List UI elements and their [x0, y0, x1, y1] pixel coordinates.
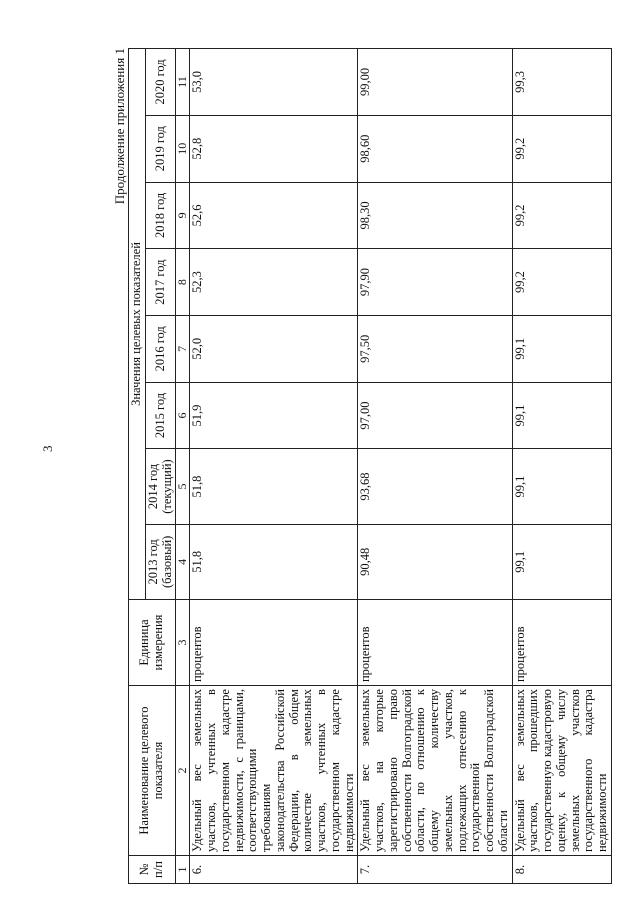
value-cell: 93,68 [358, 449, 512, 524]
value-cell: 52,0 [190, 315, 358, 382]
header-year: 2020 год [145, 49, 176, 116]
column-number: 1 [176, 856, 190, 884]
header-year: 2019 год [145, 115, 176, 182]
value-cell: 51,8 [190, 524, 358, 599]
value-cell: 97,50 [358, 315, 512, 382]
indicator-name: Удельный вес земельных участков, на которые зарегистрировано право собственности Волгоградской области, по отношению к общему количеству земельных участков, подлежащих отнесению к государственной собственности Волгоградской области [358, 686, 512, 856]
column-number: 10 [176, 115, 190, 182]
value-cell: 97,90 [358, 249, 512, 316]
value-cell: 99,2 [512, 115, 611, 182]
value-cell: 99,2 [512, 182, 611, 249]
header-values-group: Значения целевых показателей [129, 49, 146, 600]
row-number: 7. [358, 856, 512, 884]
column-number: 6 [176, 382, 190, 449]
header-year: 2017 год [145, 249, 176, 316]
header-year: 2014 год (текущий) [145, 449, 176, 524]
page-number: 3 [40, 445, 55, 452]
continuation-label: Продолжение приложения 1 [112, 48, 127, 205]
column-number: 2 [176, 686, 190, 856]
value-cell: 99,1 [512, 315, 611, 382]
value-cell: 99,00 [358, 49, 512, 116]
header-unit: Единица измерения [129, 599, 176, 685]
header-year: 2018 год [145, 182, 176, 249]
indicator-name: Удельный вес земельных участков, прошедших государственную кадастровую оценку, к общему числу земельных участков государственного кадастра недвижимости [512, 686, 611, 856]
value-cell: 99,3 [512, 49, 611, 116]
header-num: № п/п [129, 856, 176, 884]
value-cell: 97,00 [358, 382, 512, 449]
value-cell: 99,1 [512, 382, 611, 449]
value-cell: 52,8 [190, 115, 358, 182]
header-row-1 [129, 49, 146, 884]
value-cell: 98,30 [358, 182, 512, 249]
indicator-name: Удельный вес земельных участков, учтенных в государственном кадастре недвижимости, с границами, соответствующими требованиям законодательства Российской Федерации, в общем количестве земельных участков, учтенных в государственном кадастре недвижимости [190, 686, 358, 856]
table-row [358, 49, 512, 884]
column-number: 9 [176, 182, 190, 249]
row-number: 8. [512, 856, 611, 884]
table-row [512, 49, 611, 884]
indicator-unit: процентов [512, 599, 611, 685]
column-number: 11 [176, 49, 190, 116]
value-cell: 51,8 [190, 449, 358, 524]
value-cell: 98,60 [358, 115, 512, 182]
column-number: 4 [176, 524, 190, 599]
value-cell: 99,1 [512, 524, 611, 599]
header-year: 2013 год (базовый) [145, 524, 176, 599]
row-number: 6. [190, 856, 358, 884]
value-cell: 53,0 [190, 49, 358, 116]
indicator-unit: процентов [190, 599, 358, 685]
column-number: 8 [176, 249, 190, 316]
column-number-row [176, 49, 190, 884]
table-row [190, 49, 358, 884]
column-number: 5 [176, 449, 190, 524]
indicator-unit: процентов [358, 599, 512, 685]
value-cell: 52,3 [190, 249, 358, 316]
value-cell: 51,9 [190, 382, 358, 449]
value-cell: 52,6 [190, 182, 358, 249]
value-cell: 99,1 [512, 449, 611, 524]
rotated-page-content [112, 48, 610, 884]
header-name: Наименование целевого показателя [129, 686, 176, 856]
value-cell: 99,2 [512, 249, 611, 316]
column-number: 3 [176, 599, 190, 685]
target-indicators-table [128, 48, 612, 884]
header-year: 2016 год [145, 315, 176, 382]
value-cell: 90,48 [358, 524, 512, 599]
column-number: 7 [176, 315, 190, 382]
header-year: 2015 год [145, 382, 176, 449]
